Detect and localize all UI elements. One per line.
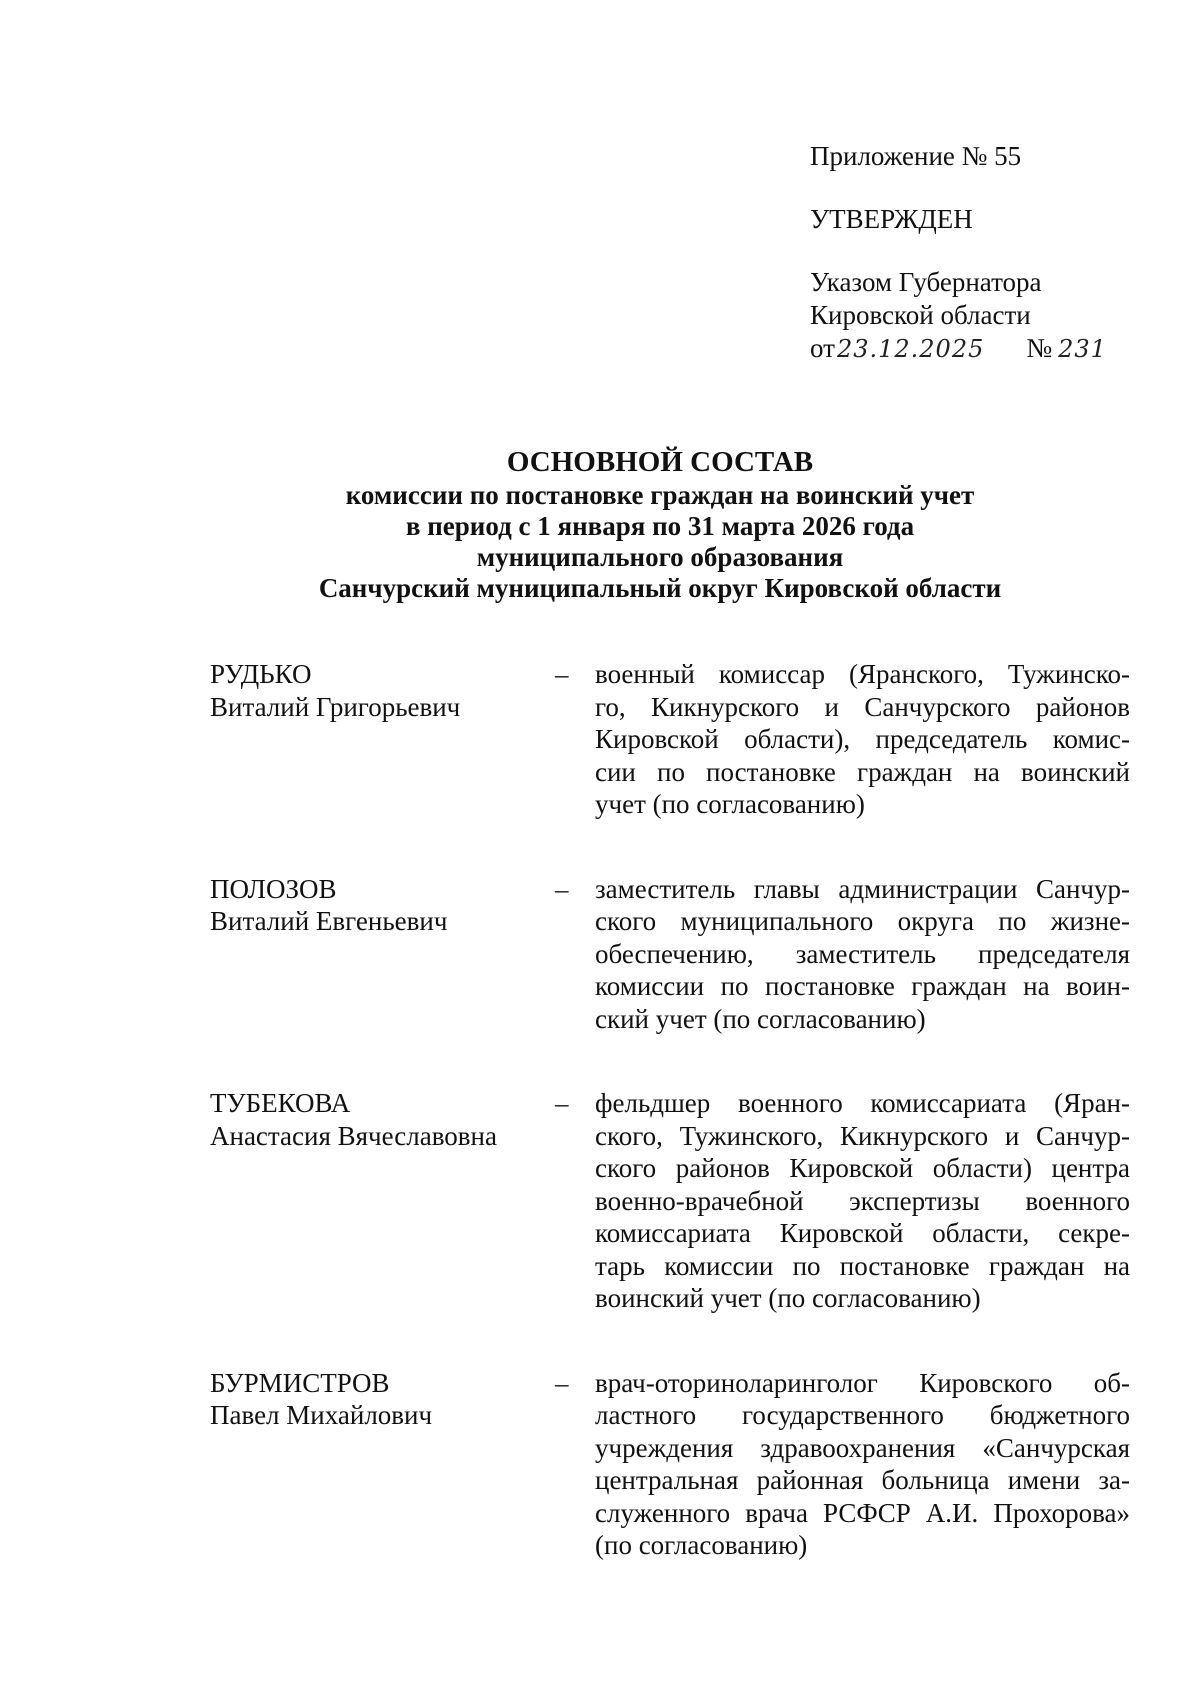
member-entry bbox=[210, 1367, 1130, 1562]
dash-separator: – bbox=[555, 659, 569, 689]
role-line: ластного государственного бюджетного bbox=[595, 1400, 1130, 1430]
role-line: обеспечению, заместитель председателя bbox=[595, 938, 1130, 969]
member-given-names: Виталий Евгеньевич bbox=[210, 906, 448, 936]
document-title bbox=[120, 445, 1200, 604]
role-line: служенного врача РСФСР А.И. Прохорова» bbox=[595, 1497, 1130, 1528]
title-main: ОСНОВНОЙ СОСТАВ bbox=[506, 446, 814, 478]
member-given-names: Виталий Григорьевич bbox=[210, 691, 461, 722]
member-name bbox=[210, 1087, 555, 1315]
decree-line-1: Указом Губернатора bbox=[810, 267, 1042, 297]
role-line: ского муниципального округа по жизне- bbox=[595, 906, 1130, 936]
member-role bbox=[595, 658, 1130, 821]
role-line: воинский учет (по согласованию) bbox=[595, 1283, 981, 1313]
role-line: ский учет (по согласованию) bbox=[595, 1003, 926, 1034]
role-line: врач-оториноларинголог Кировского об- bbox=[595, 1367, 1130, 1398]
member-entry bbox=[210, 873, 1130, 1036]
members-list bbox=[210, 658, 1130, 1614]
number-sign: № bbox=[1026, 333, 1053, 363]
title-line-4: муниципального образования bbox=[476, 542, 844, 572]
role-line: комиссариата Кировской области, секре- bbox=[595, 1218, 1130, 1248]
dash-separator: – bbox=[555, 1088, 569, 1118]
approval-stamp-block bbox=[810, 140, 1107, 366]
member-given-names: Павел Михайлович bbox=[210, 1400, 433, 1430]
member-role bbox=[595, 1367, 1130, 1562]
handwritten-date: 23.12.2025 bbox=[836, 335, 985, 363]
role-line: военно-врачебной экспертизы военного bbox=[595, 1185, 1130, 1216]
member-given-names: Анастасия Вячеславовна bbox=[210, 1120, 497, 1151]
role-line: го, Кикнурского и Санчурского районов bbox=[595, 691, 1130, 722]
decree-date-line bbox=[810, 332, 1107, 366]
role-line: учреждения здравоохранения «Санчурская bbox=[595, 1432, 1130, 1463]
role-line: ского районов Кировской области) центра bbox=[595, 1153, 1130, 1183]
decree-line-2: Кировской области bbox=[810, 300, 1031, 330]
role-line: тарь комиссии по постановке граждан на bbox=[595, 1250, 1130, 1281]
role-line: ского, Тужинского, Кикнурского и Санчур- bbox=[595, 1120, 1130, 1151]
role-line: (по согласованию) bbox=[595, 1530, 808, 1560]
title-line-2: комиссии по постановке граждан на воинский учет bbox=[345, 480, 975, 510]
member-surname: РУДЬКО bbox=[210, 659, 312, 689]
role-line: Кировской области), председатель комис- bbox=[595, 724, 1130, 754]
role-line: фельдшер военного комиссариата (Яран- bbox=[595, 1088, 1130, 1118]
member-role bbox=[595, 1087, 1130, 1315]
handwritten-number: 231 bbox=[1058, 335, 1107, 363]
member-name bbox=[210, 873, 555, 1036]
role-line: комиссии по постановке граждан на воин- bbox=[595, 971, 1130, 1001]
member-entry bbox=[210, 658, 1130, 821]
approved-label: УТВЕРЖДЕН bbox=[810, 204, 973, 234]
dash-separator: – bbox=[555, 1367, 569, 1398]
member-surname: ТУБЕКОВА bbox=[210, 1088, 351, 1118]
title-line-3: в период с 1 января по 31 марта 2026 года bbox=[405, 511, 915, 541]
member-name bbox=[210, 658, 555, 821]
member-surname: ПОЛОЗОВ bbox=[210, 873, 337, 904]
member-entry bbox=[210, 1087, 1130, 1315]
role-line: учет (по согласованию) bbox=[595, 789, 865, 819]
member-surname: БУРМИСТРОВ bbox=[210, 1367, 390, 1398]
role-line: центральная районная больница имени за- bbox=[595, 1465, 1130, 1495]
date-prefix: от bbox=[810, 333, 835, 363]
role-line: заместитель главы администрации Санчур- bbox=[595, 873, 1130, 904]
dash-separator: – bbox=[555, 873, 569, 904]
role-line: сии по постановке граждан на воинский bbox=[595, 756, 1130, 787]
member-name bbox=[210, 1367, 555, 1562]
member-role bbox=[595, 873, 1130, 1036]
title-line-5: Санчурский муниципальный округ Кировской области bbox=[318, 573, 1002, 603]
appendix-number: Приложение № 55 bbox=[810, 141, 1022, 171]
role-line: военный комиссар (Яранского, Тужинско- bbox=[595, 659, 1130, 689]
